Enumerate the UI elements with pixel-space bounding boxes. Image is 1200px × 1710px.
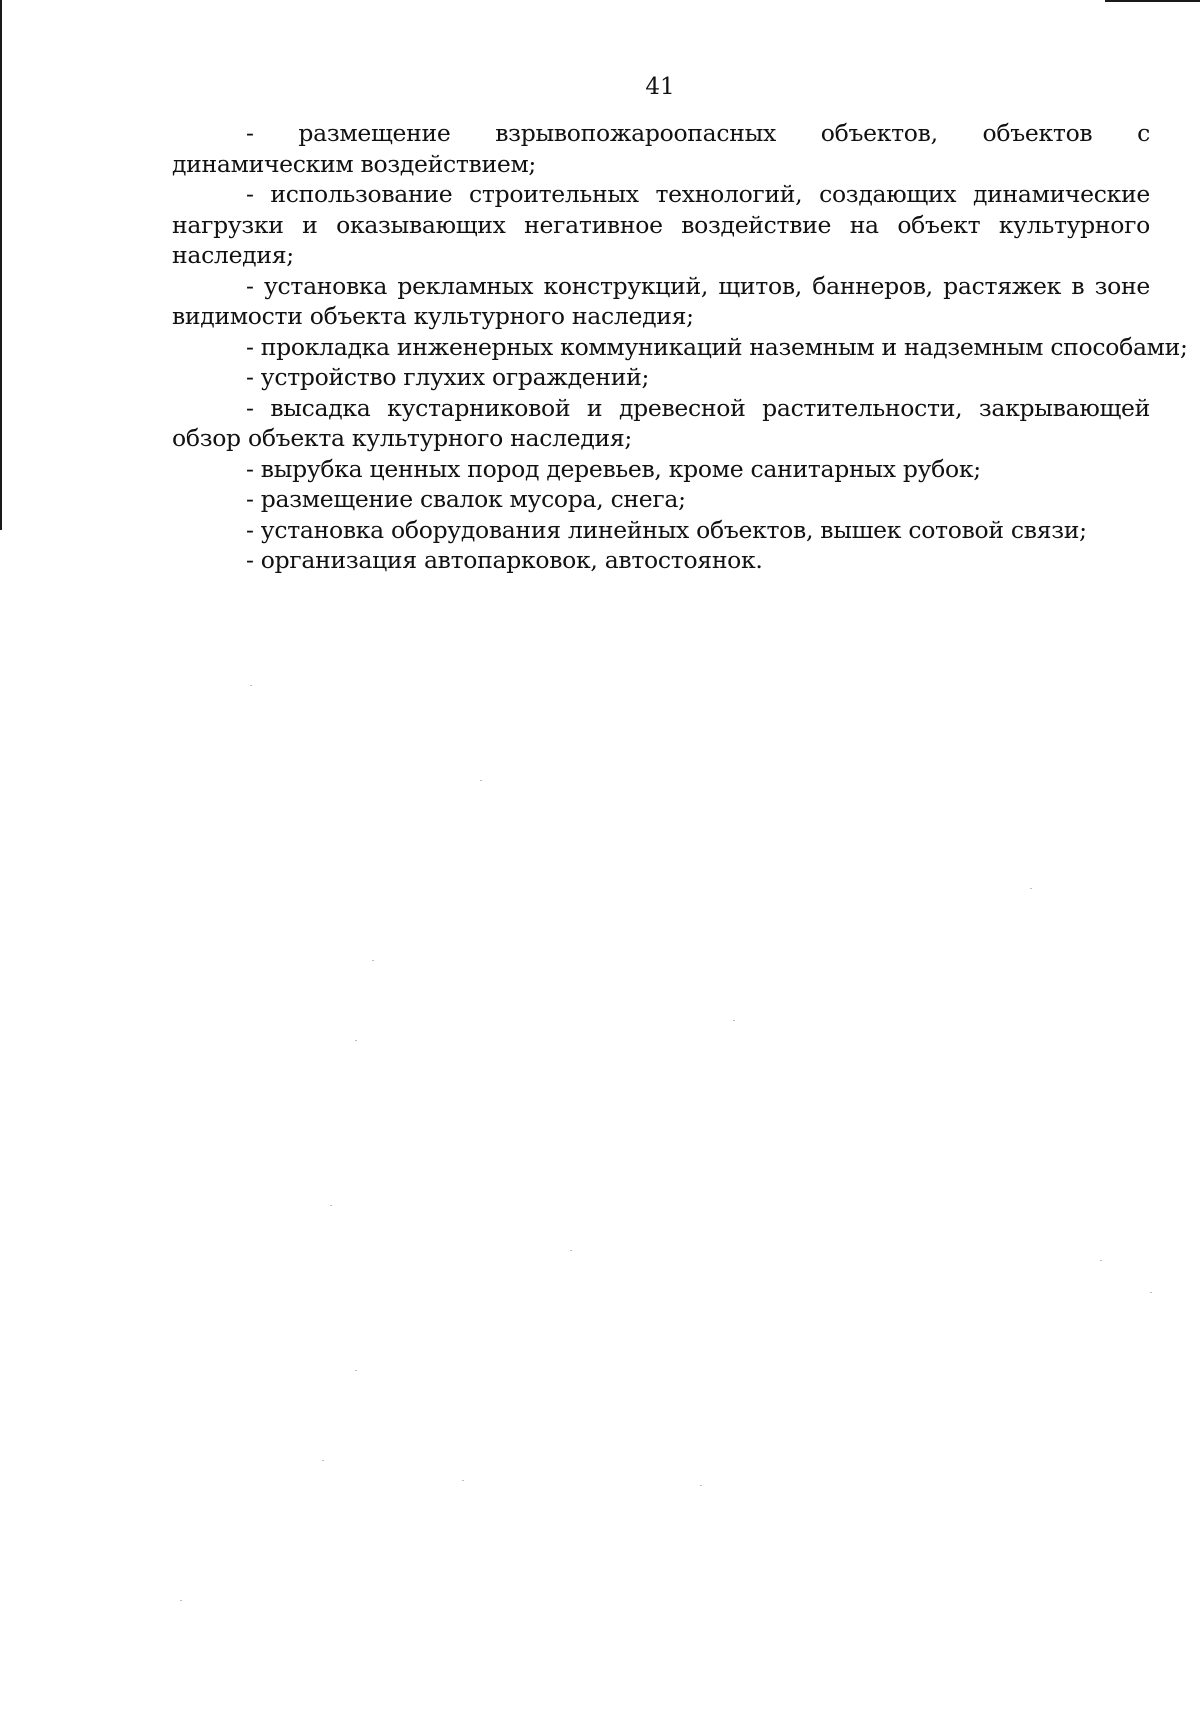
list-item: - размещение свалок мусора, снега; <box>246 485 686 513</box>
list-item: - устройство глухих ограждений; <box>246 363 650 391</box>
scan-speck <box>322 1460 324 1461</box>
scan-speck <box>1150 1292 1152 1293</box>
scan-speck <box>570 1250 572 1251</box>
scan-speck <box>733 1020 735 1021</box>
scan-speck <box>355 1370 357 1371</box>
scan-speck <box>372 960 374 961</box>
list-item: - использование строительных технологий, создающих динамические нагрузки и оказывающих негативное воздействие на объект культурного наследия; <box>172 180 1150 269</box>
list-item: - установка оборудования линейных объектов, вышек сотовой связи; <box>246 515 1087 544</box>
scan-speck <box>1100 1260 1102 1261</box>
scan-speck <box>355 1040 357 1041</box>
list-item: - организация автопарковок, автостоянок. <box>246 546 763 574</box>
scan-speck <box>480 780 482 781</box>
scan-speck <box>1030 888 1032 889</box>
scan-speck <box>330 1205 332 1206</box>
scan-speck <box>180 1600 182 1601</box>
list-item: - вырубка ценных пород деревьев, кроме санитарных рубок; <box>246 454 981 483</box>
list-item: - размещение взрывопожароопасных объектов, объектов с динамическим воздействием; <box>172 119 1150 178</box>
scan-edge-top <box>1105 0 1200 2</box>
document-body <box>172 118 1188 576</box>
list-item: - прокладка инженерных коммуникаций наземным и надземным способами; <box>246 332 1188 361</box>
scan-speck <box>250 685 252 686</box>
list-item: - установка рекламных конструкций, щитов, баннеров, растяжек в зоне видимости объекта культурного наследия; <box>172 271 1150 330</box>
page-number: 41 <box>645 74 675 100</box>
list-item: - высадка кустарниковой и древесной растительности, закрывающей обзор объекта культурного наследия; <box>172 393 1150 452</box>
scan-speck <box>462 1480 464 1481</box>
scan-speck <box>700 1485 702 1486</box>
